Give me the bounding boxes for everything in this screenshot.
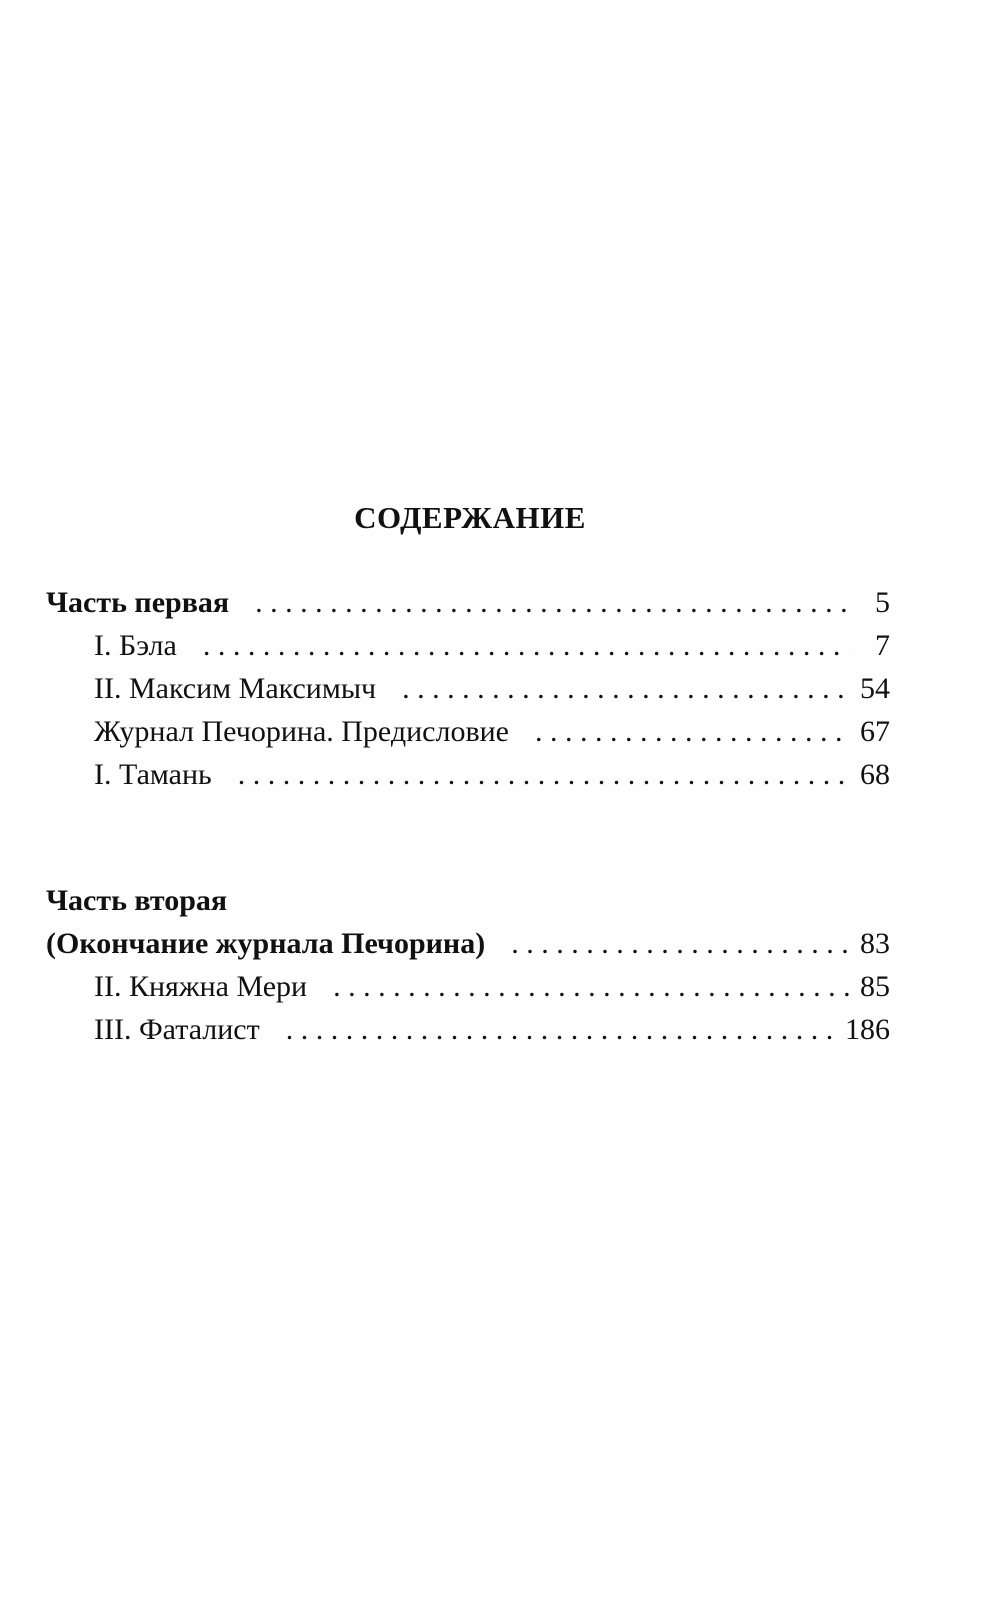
toc-title: СОДЕРЖАНИЕ [354, 500, 586, 535]
toc-heading-part-two [46, 881, 890, 921]
toc-entry-bela [94, 626, 890, 666]
toc-page-number: 67 [860, 715, 890, 748]
toc-leader-dots [333, 967, 850, 1007]
toc-leader-dots [203, 626, 850, 666]
toc-page-number: 186 [845, 1013, 890, 1046]
toc-entry-label: II. Княжна Мери [94, 970, 308, 1003]
toc-entry-label: III. Фаталист [94, 1013, 260, 1046]
toc-entry-part-two [46, 924, 890, 964]
toc-entry-part-one [46, 583, 890, 623]
toc-leader-dots [255, 583, 850, 623]
toc-entry-label: I. Тамань [94, 758, 212, 791]
toc-page-number: 85 [860, 970, 890, 1003]
toc-entry-label: II. Максим Максимыч [94, 672, 377, 705]
toc-entry-label: I. Бэла [94, 629, 177, 662]
toc-leader-dots [238, 755, 850, 795]
toc-entry-maksim-maksimych [94, 669, 890, 709]
toc-page-number: 83 [860, 927, 890, 960]
toc-entry-label: (Окончание журнала Печорина) [46, 927, 486, 960]
toc-page-number: 5 [875, 586, 890, 619]
toc-page-number: 7 [875, 629, 890, 662]
toc-leader-dots [511, 924, 850, 964]
toc-entry-taman [94, 755, 890, 795]
toc-entry-label: Часть первая [46, 586, 230, 619]
toc-leader-dots [535, 712, 850, 752]
toc-entry-label: Часть вторая [46, 884, 228, 917]
toc-page-number: 54 [860, 672, 890, 705]
toc-entry-knyazhna-meri [94, 967, 890, 1007]
toc-page-number: 68 [860, 758, 890, 791]
toc-leader-dots [402, 669, 850, 709]
toc-leader-dots [286, 1010, 835, 1050]
toc-entry-label: Журнал Печорина. Предисловие [94, 715, 509, 748]
toc-entry-journal-preface [94, 712, 890, 752]
toc-entry-fatalist [94, 1010, 890, 1050]
